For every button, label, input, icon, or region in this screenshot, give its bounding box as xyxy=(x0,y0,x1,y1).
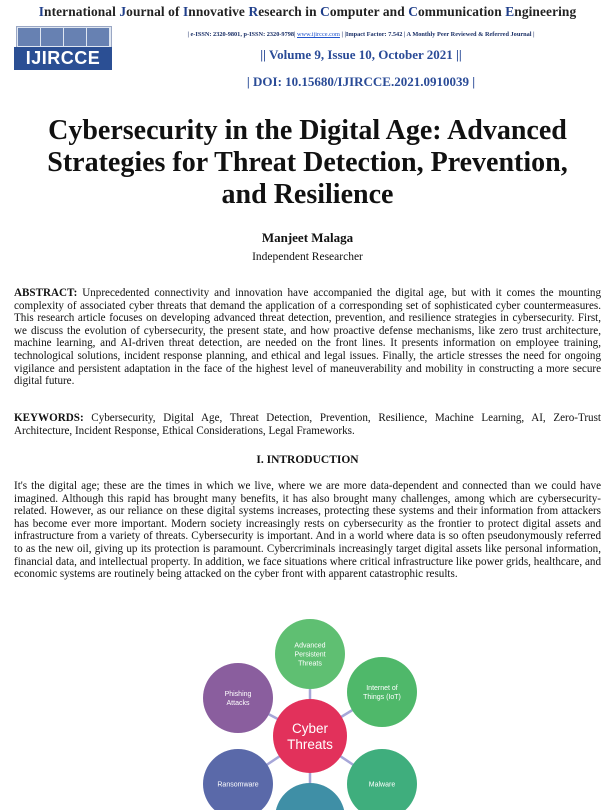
journal-title-part: E xyxy=(505,4,515,19)
journal-title-part: I xyxy=(38,4,45,19)
center-node xyxy=(273,699,347,773)
title-line: and Resilience xyxy=(221,179,394,210)
paper-title xyxy=(14,115,601,211)
issn-prefix: | e-ISSN: 2320-9801, p-ISSN: 2320-9798| xyxy=(187,31,297,38)
keywords-text: Cybersecurity, Digital Age, Threat Detection, Prevention, Resilience, Machine Learning, AI, Zero-Trust Architecture, Incident Response, Ethical Considerations, Legal Frameworks. xyxy=(14,412,601,437)
threat-node-label: Internet of xyxy=(366,685,398,692)
journal-title-part: ournal of xyxy=(126,4,183,19)
journal-title-part: ommunication xyxy=(417,4,506,19)
title-line: Strategies for Threat Detection, Prevention, xyxy=(47,147,568,178)
threat-node-label: Malware xyxy=(368,781,396,789)
threat-node-label: Persistent xyxy=(294,651,326,659)
author-affiliation: Independent Researcher xyxy=(252,251,363,263)
threat-node-label: Ransomware xyxy=(217,781,259,789)
abstract-label: ABSTRACT: xyxy=(14,287,78,299)
journal-logo xyxy=(14,26,112,72)
volume-issue: || Volume 9, Issue 10, October 2021 || xyxy=(260,47,462,62)
journal-website-link[interactable]: www.ijircce.com xyxy=(297,31,340,38)
threat-node-label: Phishing xyxy=(224,691,252,698)
issn-line xyxy=(126,31,596,38)
journal-title-part: nnovative xyxy=(188,4,249,19)
logo-icon-strip xyxy=(16,26,112,48)
issn-suffix: | |Impact Factor: 7.542 | A Monthly Peer Reviewed & Referred Journal | xyxy=(339,31,535,38)
threat-node-circle xyxy=(203,749,273,810)
threat-node-circle xyxy=(203,663,273,733)
logo-text: IJIRCCE xyxy=(14,47,112,70)
threat-node xyxy=(347,657,417,727)
threat-node xyxy=(203,749,273,810)
threat-node xyxy=(275,619,345,689)
threat-node-circle xyxy=(347,749,417,810)
threat-node-label: Advanced xyxy=(294,642,326,650)
center-node-label: Cyber xyxy=(291,721,329,736)
section-heading: I. INTRODUCTION xyxy=(256,454,359,466)
keywords xyxy=(14,412,601,437)
threat-node xyxy=(275,783,345,810)
threat-node xyxy=(347,749,417,810)
doi-line: | DOI: 10.15680/IJIRCCE.2021.0910039 | xyxy=(246,74,476,89)
diagram-canvas xyxy=(190,612,430,810)
journal-title xyxy=(0,4,615,20)
keywords-label: KEYWORDS: xyxy=(14,412,84,424)
journal-title-part: C xyxy=(408,4,418,19)
threat-node-circle xyxy=(275,783,345,810)
journal-title-part: ngineering xyxy=(514,4,577,19)
threat-node-label: Attacks xyxy=(226,700,250,707)
journal-title-part: omputer and xyxy=(329,4,409,19)
center-node-label: Threats xyxy=(287,737,333,752)
abstract-text: Unprecedented connectivity and innovation have accompanied the digital age, but with it comes the mounting complexity of associated cyber threats that demand the application of a corresponding set of sophisticated cyber countermeasures. This research article focuses on developing advanced threat detection, prevention, and resilience strategies in cybersecurity. First, we discuss the evolution of cybersecurity, the present state, and how proactive defense mechanisms, like zero trust architecture, machine learning, and AI-driven threat detection, are needed on the front lines. It presents information on employee training, technological solutions, incident response planning, and ethical and legal issues. Finally, the article stresses the need for ongoing vigilance and persistent adaptation in the face of the highest level of maneuverability and mobility in constructing a more secure digital future. xyxy=(14,287,601,388)
threat-node xyxy=(203,663,273,733)
cyber-threats-diagram xyxy=(190,612,430,810)
journal-title-part: nternational xyxy=(44,4,120,19)
threat-node-label: Threats xyxy=(298,660,322,668)
journal-title-part: C xyxy=(320,4,330,19)
journal-title-part: I xyxy=(182,4,189,19)
threat-node-circle xyxy=(347,657,417,727)
abstract xyxy=(14,287,601,388)
title-line: Cybersecurity in the Digital Age: Advanced xyxy=(48,115,567,146)
introduction-paragraph: It's the digital age; these are the times in which we live, where we are more data-dependent and connected than we could have imagined. Although this rapid has brought many benefits, it has also brought many challenges, among which are cybersecurity-related. However, as our reliance on these digital systems increases, protecting these systems and their information from attackers has become ever more important. Modern society increasingly rests on cybersecurity as the frontier to protect digital assets and infrastructure from a variety of threats. Cybersecurity is important. And in a world where data is so often pseudonymously referred to as the new oil, giving up its protection is paramount. Cybercriminals increasingly target digital assets like personal information, financial data, and intellectual property. In addition, we face situations where critical infrastructure like power grids, healthcare, and economic systems are routinely being attacked on the cyber front with apparent catastrophic results. xyxy=(14,480,601,581)
author-name: Manjeet Malaga xyxy=(261,230,354,245)
threat-node-label: Things (IoT) xyxy=(363,694,401,701)
center-node-circle xyxy=(273,699,347,773)
journal-title-part: esearch in xyxy=(258,4,321,19)
journal-title-part: J xyxy=(119,4,127,19)
journal-title-part: R xyxy=(248,4,259,19)
